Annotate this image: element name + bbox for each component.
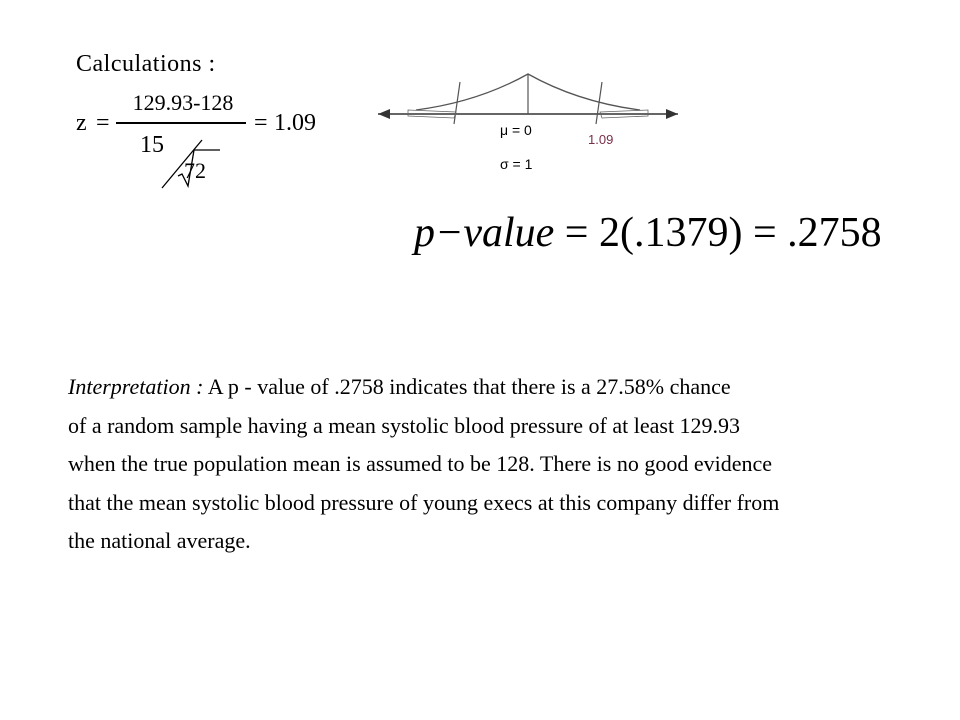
p-value-lhs: p−value	[414, 210, 555, 256]
left-arrow-icon	[378, 109, 390, 119]
interpretation-line: that the mean systolic blood pressure of young execs at this company differ from	[68, 489, 780, 515]
interpretation-line: when the true population mean is assumed to be 128. There is no good evidence	[68, 451, 773, 476]
interpretation-text: A p - value of .2758 indicates that there is a 27.58% chance	[203, 374, 731, 399]
z-marker-label: 1.09	[588, 132, 614, 147]
fraction-bar	[116, 122, 246, 124]
z-numerator: 129.93-128	[132, 90, 234, 115]
right-arrow-icon	[666, 109, 678, 119]
interpretation-line: the national average.	[68, 528, 251, 553]
z-score-formula	[70, 90, 360, 190]
z-symbol: z	[76, 110, 87, 136]
interpretation-paragraph	[68, 368, 928, 561]
calculations-heading: Calculations :	[76, 51, 216, 77]
interpretation-label: Interpretation :	[68, 374, 204, 399]
sigma-label: σ = 1	[500, 156, 533, 172]
equals-sign: =	[96, 110, 110, 136]
p-value-rhs: = 2(.1379) = .2758	[554, 210, 882, 256]
interpretation-line	[68, 368, 928, 407]
z-denominator: 15	[140, 132, 164, 158]
p-value-equation	[414, 208, 882, 258]
equals-sign: =	[254, 110, 268, 136]
z-result: 1.09	[274, 110, 316, 136]
interpretation-line: of a random sample having a mean systolic blood pressure of at least 129.93	[68, 412, 741, 438]
sample-size: 72	[184, 158, 206, 183]
mu-label: μ = 0	[500, 122, 532, 138]
